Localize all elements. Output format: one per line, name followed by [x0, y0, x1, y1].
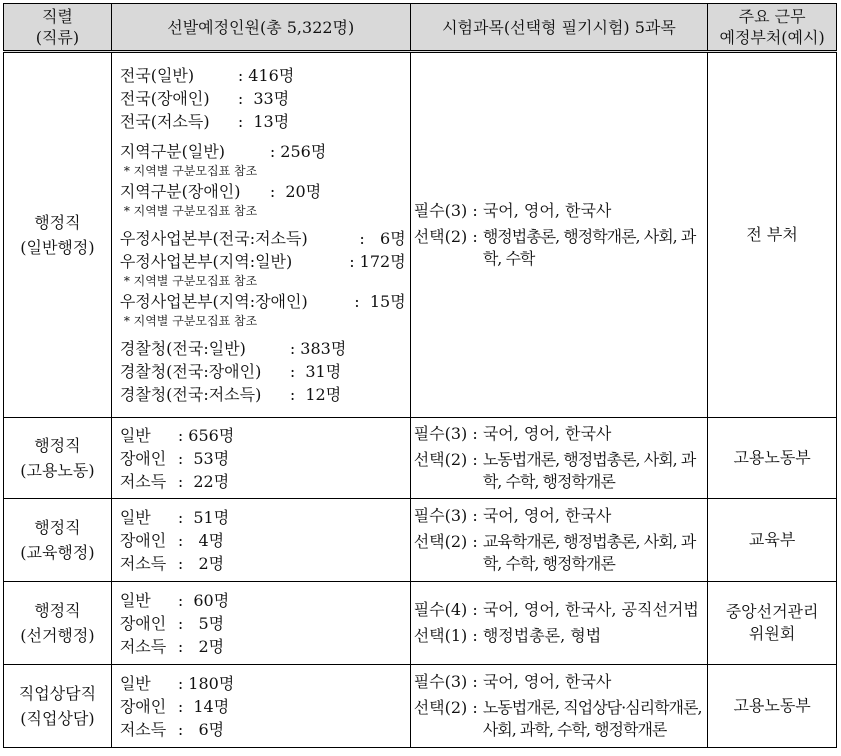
elective-subjects-text: 행정법총론, 형법	[482, 626, 602, 645]
required-subjects	[414, 423, 704, 445]
quota-note: * 지역별 구분모집표 참조	[123, 274, 258, 288]
colon-separator: :	[467, 698, 483, 717]
table-row	[4, 418, 837, 499]
required-subjects-text: 국어, 영어, 한국사	[482, 506, 612, 525]
header-row	[4, 4, 837, 52]
header-quota: 선발예정인원(총 5,322명)	[111, 4, 410, 52]
quota-line	[120, 672, 406, 695]
quota-category: 전국(저소득)	[119, 112, 210, 131]
quota-count: : 656명	[177, 425, 235, 445]
colon-separator: :	[467, 672, 483, 691]
group-spacer	[120, 220, 406, 227]
department-text: 중앙선거관리	[725, 602, 819, 621]
quota-line	[120, 635, 406, 658]
quota-count: : 51명	[177, 507, 230, 527]
elective-subjects-text: 노동법개론, 직업상담·심리학개론, 사회, 과학, 수학, 행정학개론	[482, 698, 702, 739]
quota-count: : 5명	[177, 613, 225, 633]
colon-separator: :	[467, 201, 483, 220]
required-subjects-text: 국어, 영어, 한국사, 공직선거법	[482, 600, 699, 619]
quota-cell	[111, 582, 410, 665]
quota-line	[120, 589, 406, 612]
quota-cell	[111, 499, 410, 582]
required-subjects-text: 국어, 영어, 한국사	[482, 424, 612, 443]
elective-subjects	[414, 531, 704, 575]
job-series-text: (일반행정)	[20, 238, 95, 257]
job-series-text: (교육행정)	[20, 543, 95, 562]
quota-category: 저소득	[119, 636, 167, 656]
department-text: 고용노동부	[733, 448, 811, 467]
department-cell	[708, 665, 837, 748]
quota-line	[120, 424, 406, 447]
table-row	[4, 52, 837, 418]
job-series-cell	[4, 499, 112, 582]
quota-count: : 416명	[237, 66, 295, 85]
colon-separator: :	[467, 600, 483, 619]
elective-subjects	[414, 449, 704, 493]
elective-subjects-text: 행정법총론, 행정학개론, 사회, 과학, 수학	[482, 227, 696, 268]
quota-line	[120, 506, 406, 529]
required-subjects	[414, 505, 704, 527]
quota-category: 장애인	[119, 613, 167, 633]
elective-subjects-text: 교육학개론, 행정법총론, 사회, 과학, 수학, 행정학개론	[482, 532, 696, 573]
elective-subjects-label: 선택(2)	[413, 450, 468, 469]
quota-count: : 60명	[177, 590, 230, 610]
required-subjects-label: 필수(3)	[413, 201, 468, 220]
quota-category: 장애인	[119, 530, 167, 550]
quota-count: : 256명	[269, 142, 327, 161]
elective-subjects-label: 선택(2)	[413, 532, 468, 551]
required-subjects-text: 국어, 영어, 한국사	[482, 672, 612, 691]
required-subjects	[414, 200, 704, 222]
required-subjects-label: 필수(4)	[413, 600, 468, 619]
department-cell	[708, 499, 837, 582]
subjects-cell	[410, 418, 708, 499]
quota-category: 우정사업본부(지역:장애인)	[119, 292, 308, 311]
quota-line	[120, 529, 406, 552]
quota-category: 저소득	[119, 719, 167, 739]
group-spacer	[120, 330, 406, 337]
quota-line	[120, 447, 406, 470]
quota-category: 일반	[119, 673, 151, 693]
quota-count: : 6명	[177, 719, 225, 739]
quota-line	[120, 227, 406, 250]
quota-cell	[111, 665, 410, 748]
quota-note: * 지역별 구분모집표 참조	[123, 314, 258, 328]
job-series-cell	[4, 582, 112, 665]
required-subjects-text: 국어, 영어, 한국사	[482, 201, 612, 220]
quota-category: 일반	[119, 425, 151, 445]
quota-line	[120, 87, 406, 110]
required-subjects-label: 필수(3)	[413, 672, 468, 691]
quota-category: 지역구분(일반)	[119, 142, 226, 161]
elective-subjects	[414, 625, 704, 647]
elective-subjects-label: 선택(2)	[413, 227, 468, 246]
quota-category: 우정사업본부(전국:저소득)	[119, 229, 308, 248]
quota-line	[120, 180, 406, 203]
job-series-text: 행정직	[34, 601, 81, 620]
elective-subjects-label: 선택(1)	[413, 626, 468, 645]
subjects-cell	[410, 52, 708, 418]
table-row	[4, 665, 837, 748]
required-subjects-label: 필수(3)	[413, 424, 468, 443]
header-subjects: 시험과목(선택형 필기시험) 5과목	[410, 4, 708, 52]
required-subjects	[414, 599, 704, 621]
subjects-cell	[410, 582, 708, 665]
quota-count: : 14명	[177, 696, 230, 716]
job-series-text: 행정직	[34, 213, 81, 232]
job-series-cell	[4, 665, 112, 748]
quota-category: 우정사업본부(지역:일반)	[119, 252, 293, 271]
colon-separator: :	[467, 626, 483, 645]
group-spacer	[120, 133, 406, 140]
job-series-text: 직업상담직	[18, 684, 97, 703]
recruitment-table	[3, 3, 837, 748]
quota-count: : 6명	[359, 229, 406, 248]
job-series-cell	[4, 52, 112, 418]
quota-line	[120, 250, 406, 273]
department-text: 전 부처	[746, 225, 798, 244]
quota-line	[120, 695, 406, 718]
department-cell	[708, 582, 837, 665]
quota-note: * 지역별 구분모집표 참조	[123, 204, 258, 218]
quota-line	[120, 337, 406, 360]
department-cell	[708, 418, 837, 499]
elective-subjects-label: 선택(2)	[413, 698, 468, 717]
quota-count: : 180명	[177, 673, 235, 693]
header-job-series: 직렬 (직류)	[4, 4, 112, 52]
quota-category: 지역구분(장애인)	[119, 182, 241, 201]
quota-line	[120, 383, 406, 406]
subjects-cell	[410, 665, 708, 748]
department-text: 교육부	[748, 530, 796, 549]
quota-cell	[111, 418, 410, 499]
job-series-text: (고용노동)	[20, 461, 95, 480]
quota-count: : 2명	[177, 553, 225, 573]
quota-category: 일반	[119, 507, 151, 527]
job-series-text: 행정직	[34, 436, 81, 455]
quota-count: : 13명	[237, 112, 290, 131]
quota-count: : 383명	[289, 339, 347, 358]
quota-count: : 20명	[269, 182, 322, 201]
job-series-text: 행정직	[34, 518, 81, 537]
quota-category: 경찰청(전국:저소득)	[119, 385, 262, 404]
quota-category: 장애인	[119, 696, 167, 716]
department-cell	[708, 52, 837, 418]
quota-line	[120, 140, 406, 163]
quota-count: : 33명	[237, 89, 290, 108]
quota-cell	[111, 52, 410, 418]
department-text: 고용노동부	[733, 696, 811, 715]
colon-separator: :	[467, 506, 483, 525]
quota-line	[120, 290, 406, 313]
job-series-text: (선거행정)	[20, 626, 95, 645]
quota-category: 장애인	[119, 448, 167, 468]
required-subjects	[414, 671, 704, 693]
colon-separator: :	[467, 227, 483, 246]
colon-separator: :	[467, 532, 483, 551]
quota-count: : 172명	[349, 252, 406, 271]
quota-category: 일반	[119, 590, 151, 610]
elective-subjects	[414, 226, 704, 270]
quota-line	[120, 64, 406, 87]
quota-line	[120, 470, 406, 493]
quota-category: 전국(장애인)	[119, 89, 210, 108]
subjects-cell	[410, 499, 708, 582]
table-row	[4, 499, 837, 582]
quota-category: 전국(일반)	[119, 66, 195, 85]
quota-line	[120, 612, 406, 635]
quota-count: : 22명	[177, 471, 230, 491]
quota-category: 저소득	[119, 553, 167, 573]
quota-count: : 15명	[354, 292, 406, 311]
elective-subjects	[414, 697, 704, 741]
quota-count: : 2명	[177, 636, 225, 656]
quota-category: 저소득	[119, 471, 167, 491]
header-department: 주요 근무 예정부처(예시)	[708, 4, 837, 52]
table-header	[4, 4, 837, 52]
job-series-text: (직업상담)	[20, 709, 95, 728]
quota-note: * 지역별 구분모집표 참조	[123, 164, 258, 178]
quota-count: : 12명	[289, 385, 342, 404]
colon-separator: :	[467, 424, 483, 443]
quota-count: : 53명	[177, 448, 230, 468]
quota-count: : 4명	[177, 530, 225, 550]
quota-category: 경찰청(전국:장애인)	[119, 362, 262, 381]
table-row	[4, 582, 837, 665]
quota-line	[120, 360, 406, 383]
quota-line	[120, 718, 406, 741]
required-subjects-label: 필수(3)	[413, 506, 468, 525]
colon-separator: :	[467, 450, 483, 469]
table-body	[4, 52, 837, 748]
quota-line	[120, 110, 406, 133]
quota-category: 경찰청(전국:일반)	[119, 339, 246, 358]
job-series-cell	[4, 418, 112, 499]
department-text: 위원회	[748, 624, 796, 643]
quota-count: : 31명	[289, 362, 342, 381]
elective-subjects-text: 노동법개론, 행정법총론, 사회, 과학, 수학, 행정학개론	[482, 450, 696, 491]
quota-line	[120, 552, 406, 575]
